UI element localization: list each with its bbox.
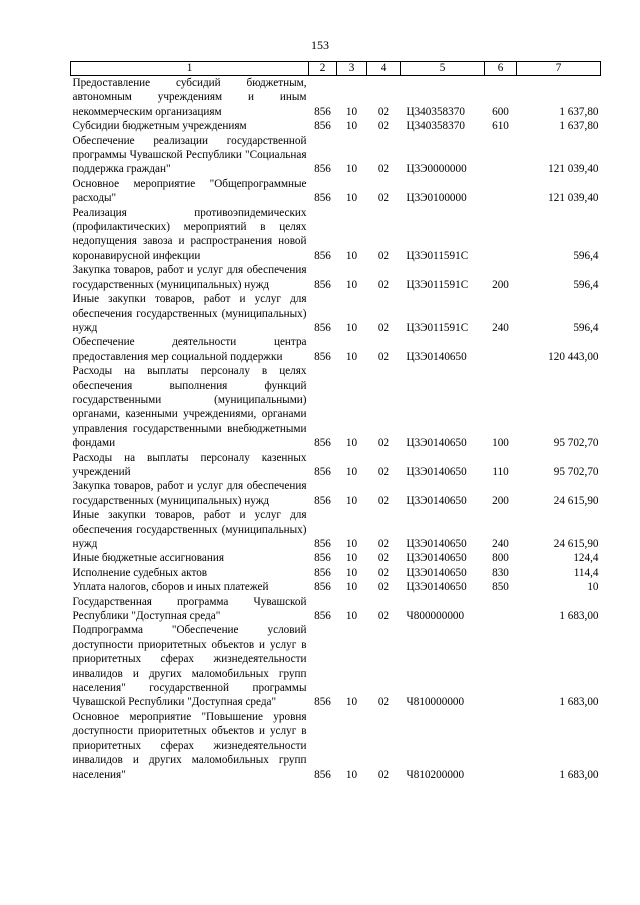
row-code-section: 10 — [345, 350, 358, 363]
table-row — [71, 479, 601, 508]
row-code-target-article: Ц3Э0140650 — [406, 494, 467, 507]
header-col-5: 5 — [401, 62, 485, 76]
row-amount: 95 702,70 — [553, 465, 599, 478]
row-amount: 121 039,40 — [548, 192, 599, 205]
row-code-subsection: 02 — [377, 552, 390, 565]
row-name: Иные закупки товаров, работ и услуг для обеспечения государственных (муниципальных) нужд — [72, 509, 307, 550]
row-amount: 1 637,80 — [559, 120, 599, 133]
row-code-section: 10 — [345, 120, 358, 133]
header-row — [71, 62, 601, 76]
row-code-expense-type — [485, 134, 517, 177]
table-row — [71, 364, 601, 450]
row-amount: 121 039,40 — [548, 163, 599, 176]
row-name: Расходы на выплаты персоналу казенных учреждений — [72, 451, 307, 478]
table-row — [71, 710, 601, 782]
row-code-ministry: 856 — [314, 350, 331, 363]
table-row — [71, 451, 601, 480]
row-code-expense-type: 200 — [492, 278, 509, 291]
row-code-section: 10 — [345, 321, 358, 334]
row-name: Закупка товаров, работ и услуг для обеспечения государственных (муниципальных) нужд — [72, 264, 307, 291]
header-col-6: 6 — [485, 62, 517, 76]
row-code-section: 10 — [345, 465, 358, 478]
row-code-target-article: Ц340358370 — [406, 120, 465, 133]
table-body — [71, 76, 601, 782]
page-number: 153 — [311, 38, 329, 52]
row-code-section: 10 — [345, 552, 358, 565]
row-code-ministry: 856 — [314, 465, 331, 478]
row-code-target-article: Ц3Э0140650 — [406, 538, 467, 550]
row-name: Основное мероприятие "Общепрограммные расходы" — [72, 177, 307, 205]
row-code-expense-type: 600 — [492, 105, 509, 118]
header-col-2: 2 — [309, 62, 337, 76]
table-row — [71, 206, 601, 264]
row-name: Обеспечение реализации государственной программы Чувашской Республики "Социальная поддержка граждан" — [72, 134, 307, 176]
row-name: Иные закупки товаров, работ и услуг для обеспечения государственных (муниципальных) нужд — [72, 293, 307, 334]
row-code-subsection: 02 — [377, 278, 390, 291]
row-code-subsection: 02 — [377, 437, 390, 450]
row-code-subsection: 02 — [377, 321, 390, 334]
table-row — [71, 580, 601, 594]
row-code-target-article: Ц3Э0140650 — [406, 437, 467, 450]
row-code-section: 10 — [345, 437, 358, 450]
row-code-expense-type: 110 — [492, 465, 509, 478]
table-row — [71, 335, 601, 364]
row-code-expense-type — [485, 206, 517, 264]
row-code-subsection: 02 — [377, 538, 390, 550]
row-code-target-article: Ч810200000 — [406, 768, 465, 781]
table-header — [71, 62, 601, 76]
row-code-target-article: Ц3Э0100000 — [406, 192, 467, 205]
row-code-expense-type — [485, 595, 517, 624]
row-code-ministry: 856 — [314, 163, 331, 176]
row-code-ministry: 856 — [314, 120, 331, 133]
row-amount: 114,4 — [573, 566, 599, 579]
header-col-3: 3 — [337, 62, 367, 76]
row-code-section: 10 — [345, 192, 358, 205]
row-code-section: 10 — [345, 105, 358, 118]
header-col-4: 4 — [367, 62, 401, 76]
row-amount: 24 615,90 — [553, 538, 599, 550]
row-code-section: 10 — [345, 163, 358, 176]
table-row — [71, 134, 601, 177]
table-row — [71, 263, 601, 292]
row-code-target-article: Ц3Э011591С — [406, 278, 469, 291]
row-code-ministry: 856 — [314, 437, 331, 450]
row-code-target-article: Ц3Э011591С — [406, 321, 469, 334]
row-code-target-article: Ч810000000 — [406, 696, 465, 709]
row-code-target-article: Ц3Э011591С — [406, 249, 469, 262]
row-amount: 124,4 — [573, 552, 599, 565]
budget-table — [70, 61, 601, 782]
row-amount: 596,4 — [573, 321, 599, 334]
row-code-expense-type — [485, 177, 517, 206]
row-code-ministry: 856 — [314, 192, 331, 205]
row-code-ministry: 856 — [314, 581, 331, 594]
row-code-expense-type: 240 — [492, 538, 509, 550]
row-code-target-article: Ц3Э0140650 — [406, 566, 467, 579]
row-code-ministry: 856 — [314, 249, 331, 262]
table-row — [71, 76, 601, 120]
row-code-expense-type: 240 — [492, 321, 509, 334]
row-code-expense-type: 830 — [492, 566, 509, 579]
row-amount: 596,4 — [573, 278, 599, 291]
row-code-subsection: 02 — [377, 768, 390, 781]
row-code-expense-type: 200 — [492, 494, 509, 507]
row-code-ministry: 856 — [314, 538, 331, 550]
row-code-target-article: Ч800000000 — [406, 610, 465, 623]
row-code-section: 10 — [345, 768, 358, 781]
row-code-expense-type — [485, 623, 517, 709]
row-code-ministry: 856 — [314, 768, 331, 781]
row-code-section: 10 — [345, 610, 358, 623]
row-code-section: 10 — [345, 696, 358, 709]
row-code-target-article: Ц340358370 — [406, 105, 465, 118]
row-code-subsection: 02 — [377, 494, 390, 507]
row-name: Реализация противоэпидемических (профилактических) мероприятий в целях недопущения завоза и распространения новой коронавирусной инфекции — [72, 206, 307, 262]
row-amount: 596,4 — [573, 249, 599, 262]
table-row — [71, 292, 601, 335]
row-name: Закупка товаров, работ и услуг для обеспечения государственных (муниципальных) нужд — [72, 480, 307, 507]
row-name: Субсидии бюджетным учреждениям — [72, 120, 247, 133]
row-code-expense-type — [485, 710, 517, 782]
row-code-section: 10 — [345, 249, 358, 262]
row-code-ministry: 856 — [314, 566, 331, 579]
row-code-section: 10 — [345, 538, 358, 550]
row-code-subsection: 02 — [377, 105, 390, 118]
row-amount: 24 615,90 — [553, 494, 599, 507]
row-code-expense-type: 800 — [492, 552, 509, 565]
header-col-1: 1 — [71, 62, 309, 76]
row-code-subsection: 02 — [377, 350, 390, 363]
row-code-subsection: 02 — [377, 696, 390, 709]
table-row — [71, 119, 601, 133]
table-row — [71, 566, 601, 580]
row-code-target-article: Ц3Э0140650 — [406, 552, 467, 565]
row-code-expense-type — [485, 335, 517, 364]
row-code-target-article: Ц3Э0140650 — [406, 581, 467, 594]
row-amount: 10 — [587, 581, 599, 594]
row-name: Иные бюджетные ассигнования — [72, 552, 224, 565]
row-amount: 1 683,00 — [559, 696, 599, 709]
row-name: Исполнение судебных актов — [72, 566, 208, 579]
row-code-ministry: 856 — [314, 321, 331, 334]
table-row — [71, 595, 601, 624]
row-code-subsection: 02 — [377, 120, 390, 133]
row-name: Уплата налогов, сборов и иных платежей — [72, 581, 269, 594]
row-amount: 120 443,00 — [548, 350, 599, 363]
row-name: Подпрограмма "Обеспечение условий доступности приоритетных объектов и услуг в приоритетных сферах жизнедеятельности инвалидов и других маломобильных групп населения" государственной программы Чувашской Республики "Доступная среда" — [72, 624, 307, 709]
row-code-expense-type: 610 — [492, 120, 509, 133]
row-name: Государственная программа Чувашской Республики "Доступная среда" — [72, 595, 307, 623]
row-code-target-article: Ц3Э0140650 — [406, 350, 467, 363]
row-code-section: 10 — [345, 494, 358, 507]
row-code-subsection: 02 — [377, 192, 390, 205]
row-code-expense-type: 100 — [492, 437, 509, 450]
row-code-subsection: 02 — [377, 163, 390, 176]
row-name: Предоставление субсидий бюджетным, автономным учреждениям и иным некоммерческим организациям — [72, 77, 307, 118]
row-code-ministry: 856 — [314, 494, 331, 507]
row-code-expense-type: 850 — [492, 581, 509, 594]
row-code-ministry: 856 — [314, 278, 331, 291]
table-row — [71, 551, 601, 565]
row-amount: 1 683,00 — [559, 768, 599, 781]
row-amount: 1 683,00 — [559, 610, 599, 623]
row-code-ministry: 856 — [314, 610, 331, 623]
row-code-subsection: 02 — [377, 566, 390, 579]
row-code-subsection: 02 — [377, 249, 390, 262]
row-code-section: 10 — [345, 581, 358, 594]
row-code-subsection: 02 — [377, 581, 390, 594]
row-code-subsection: 02 — [377, 610, 390, 623]
row-code-target-article: Ц3Э0000000 — [406, 163, 467, 176]
row-code-subsection: 02 — [377, 465, 390, 478]
row-name: Обеспечение деятельности центра предоставления мер социальной поддержки — [72, 336, 307, 363]
table-row — [71, 623, 601, 709]
row-code-ministry: 856 — [314, 552, 331, 565]
row-code-section: 10 — [345, 566, 358, 579]
row-code-ministry: 856 — [314, 696, 331, 709]
table-row — [71, 508, 601, 551]
table-row — [71, 177, 601, 206]
row-name: Расходы на выплаты персоналу в целях обеспечения выполнения функций государственными (муниципальными) органами, казенными учреждениями, органами управления государственными внебюджетными фондами — [72, 365, 307, 450]
row-name: Основное мероприятие "Повышение уровня доступности приоритетных объектов и услуг в приоритетных сферах жизнедеятельности инвалидов и других маломобильных групп населения" — [72, 710, 307, 781]
header-col-7: 7 — [517, 62, 601, 76]
row-amount: 95 702,70 — [553, 437, 599, 450]
row-code-target-article: Ц3Э0140650 — [406, 465, 467, 478]
row-code-ministry: 856 — [314, 105, 331, 118]
row-amount: 1 637,80 — [559, 105, 599, 118]
row-code-section: 10 — [345, 278, 358, 291]
